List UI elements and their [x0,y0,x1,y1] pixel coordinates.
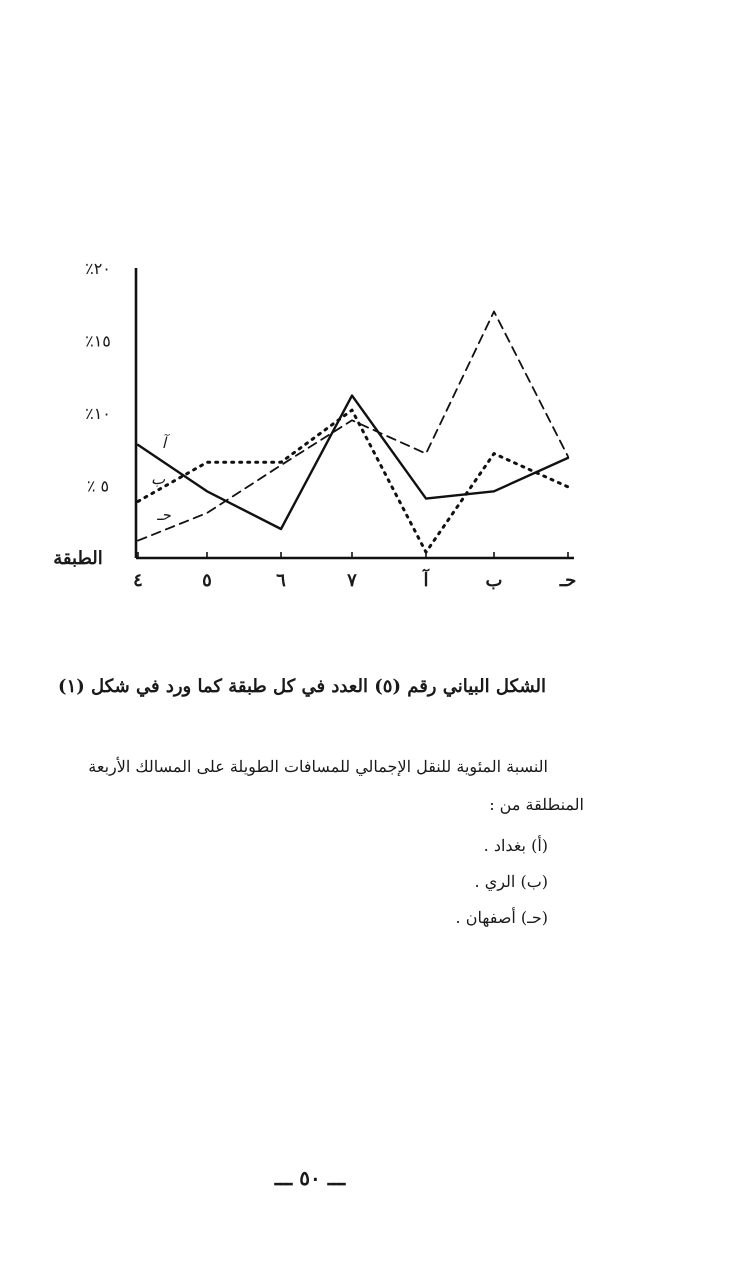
routes-list [300,828,548,936]
y-tick-label: ٪١٥ [85,331,111,351]
body-paragraph [20,748,584,824]
y-tick-label: ٪ ٥ [86,476,110,496]
figure-caption: الشكل البياني رقم (٥) العدد في كل طبقة كما ورد في شكل (١) [58,676,546,697]
chart-labels [53,433,171,569]
page-number: ـــ ٥٠ ـــ [274,1166,346,1190]
x-tick-label: ٤ [133,570,143,591]
list-item: (ب) الري . [474,872,548,891]
list-item: (أ) بغداد . [483,836,548,855]
x-tick-label: ٧ [347,570,357,591]
x-tick-label: ٥ [202,570,212,591]
x-axis-title: الطبقة [53,548,103,569]
x-tick-label: ب [485,570,503,591]
list-item: (حـ) أصفهان . [455,908,548,927]
x-tick-label: ٦ [276,570,286,591]
chart-series [138,312,568,553]
paragraph-line-2: المنطلقة من : [489,795,584,814]
y-tick-label: ٪٢٠ [85,259,111,278]
paragraph-line-1: النسبة المئوية للنقل الإجمالي للمسافات الطويلة على المسالك الأربعة [88,757,548,776]
y-tick-label: ٪١٠ [85,404,111,423]
series-label: ب [150,470,166,488]
x-tick-label: آ [423,570,429,591]
x-tick-label: حـ [559,570,577,591]
series-line [138,312,568,541]
series-line [138,396,568,529]
series-label: حـ [157,506,171,524]
series-line [138,410,568,552]
series-label: آ [161,434,167,452]
